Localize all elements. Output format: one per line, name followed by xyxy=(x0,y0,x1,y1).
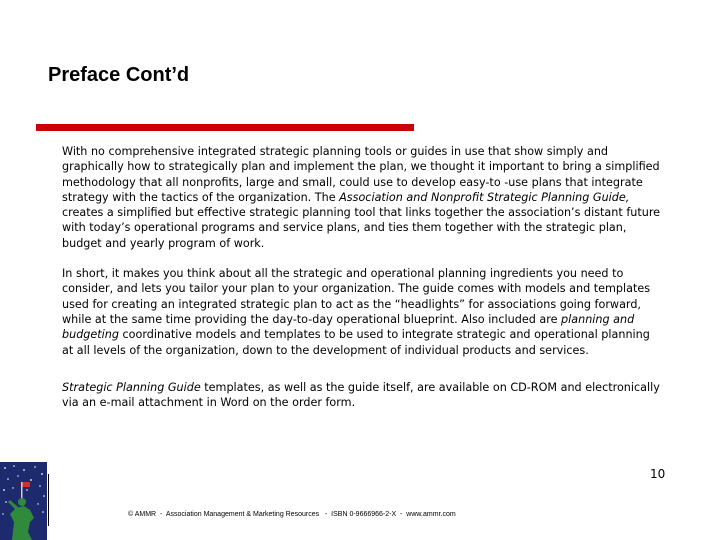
slide-title: Preface Cont’d xyxy=(48,64,190,86)
paragraph-1-text-a: With no comprehensive integrated strategic planning tools or guides in use that show simply and graphically how to strategically plan and implement the plan, we thought it important to bring a simplified methodology that all nonprofits, large and small, could use to develop easy-to -use plans that integrate strategy with the tactics of the organization. The xyxy=(62,145,660,204)
paragraph-1 xyxy=(62,144,662,251)
paragraph-1-italic: Association and Nonprofit Strategic Planning Guide, xyxy=(339,190,630,204)
footer-vertical-rule xyxy=(48,474,49,526)
paragraph-2-italic: planning and budgeting xyxy=(62,312,635,342)
night-sky-figure-logo-icon xyxy=(0,462,47,540)
paragraph-3-italic: Strategic Planning Guide xyxy=(62,380,201,394)
paragraph-1-text-b: creates a simplified but effective strategic planning tool that links together the association’s distant future with today’s operational programs and service plans, and ties them together with the strategic plan, budget and yearly program of work. xyxy=(62,206,661,250)
logo-figure-head xyxy=(18,498,26,506)
paragraph-2-text-a: In short, it makes you think about all the strategic and operational planning ingredients you need to consider, and lets you tailor your plan to your organization. The guide comes with models and templates used for creating an integrated strategic plan to act as the “headlights” for associations going forward, while at the same time providing the day-to-day operational blueprint. Also included are xyxy=(62,267,651,326)
paragraph-3 xyxy=(62,380,662,411)
footer-text: © AMMR - Association Management & Marketing Resources - ISBN 0-9666966-2-X - www.ammr.com xyxy=(128,511,456,518)
paragraph-2 xyxy=(62,266,662,358)
page-number: 10 xyxy=(650,467,666,481)
paragraph-2-text-b: coordinative models and templates to be used to integrate strategic and operational planning at all levels of the organization, down to the development of individual products and services. xyxy=(62,328,650,357)
body-text xyxy=(62,144,662,425)
title-underline-rule xyxy=(36,124,414,131)
paragraph-3-text-b: templates, as well as the guide itself, are available on CD-ROM and electronically via an e-mail attachment in Word on the order form. xyxy=(62,380,660,410)
logo-flag xyxy=(22,482,30,487)
